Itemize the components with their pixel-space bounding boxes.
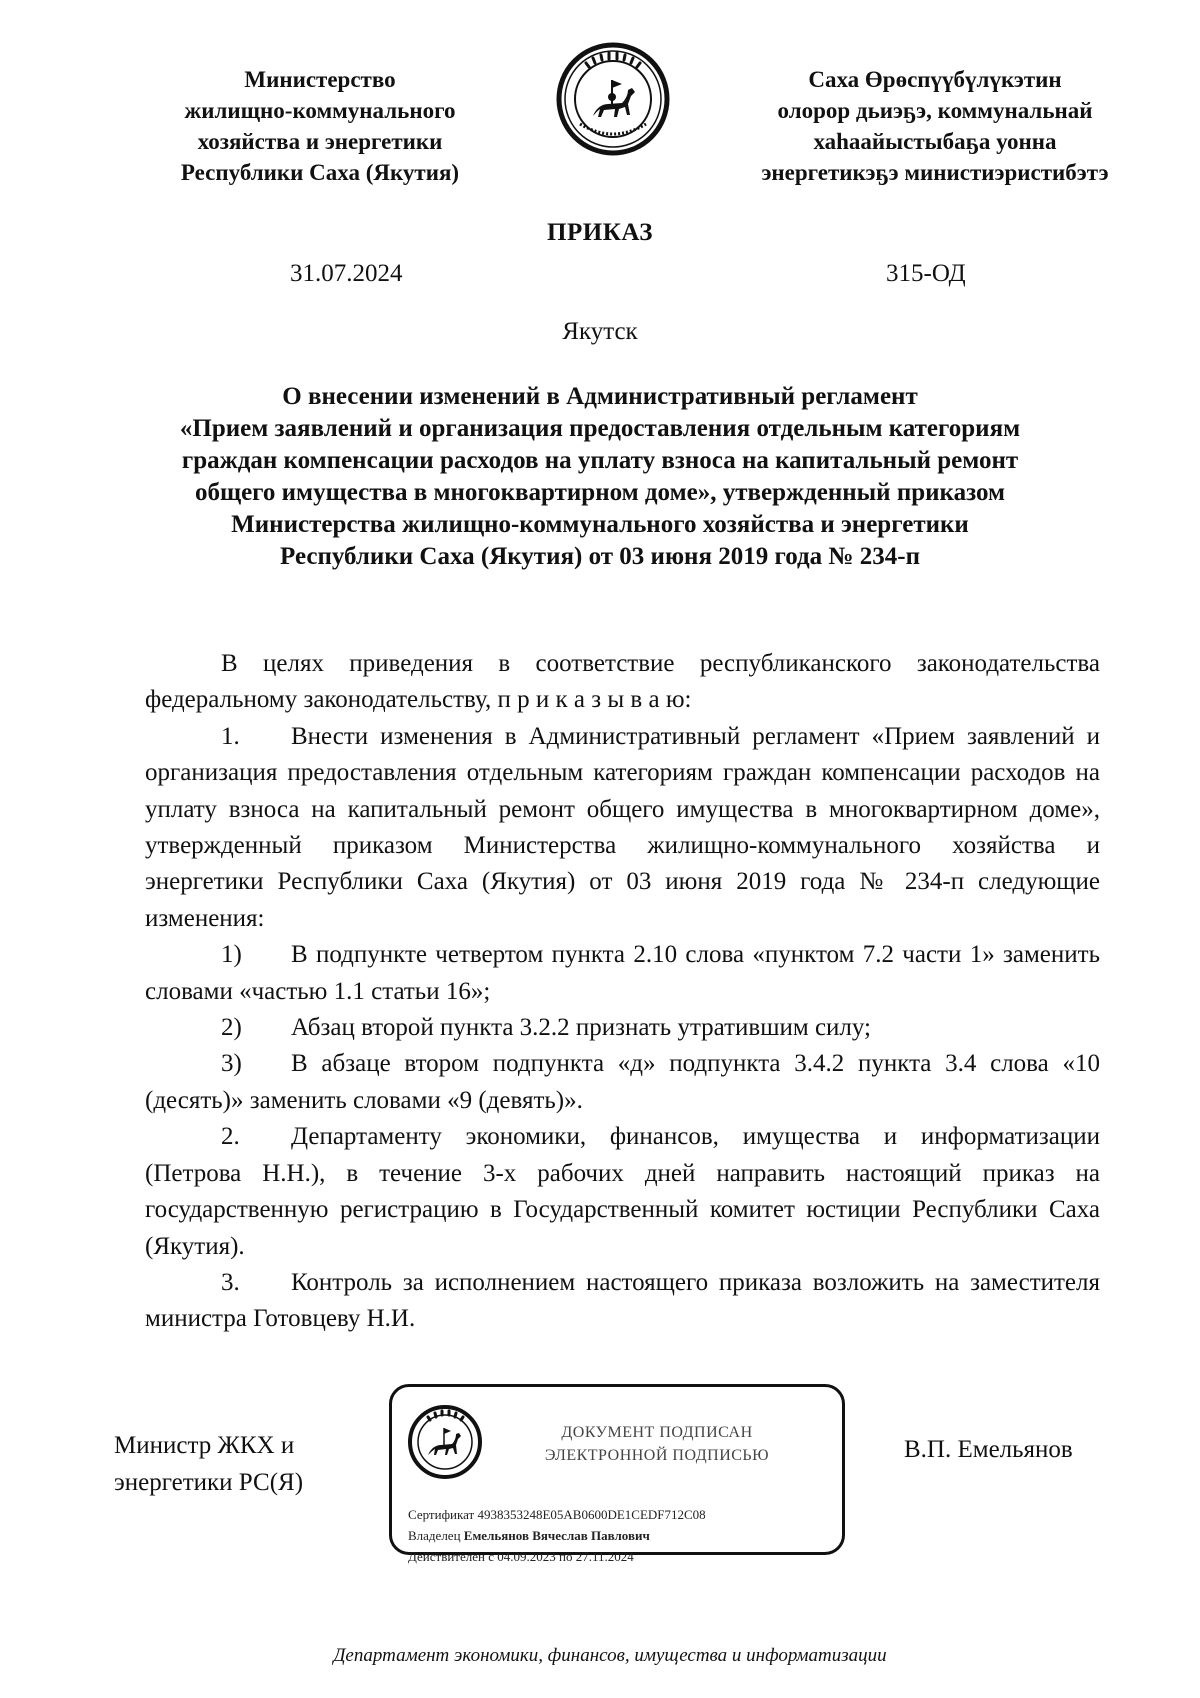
order-subitem-3 xyxy=(145,1046,1100,1119)
document-city: Якутск xyxy=(562,318,638,345)
document-body xyxy=(145,646,1100,1338)
header-left-line: Республики Саха (Якутия) xyxy=(180,160,460,185)
subject-line: «Прием заявлений и организация предоставления отдельным категориям xyxy=(179,415,1021,442)
item-number: 3) xyxy=(221,1050,242,1078)
ministry-name-ru xyxy=(140,64,500,188)
item-text: В подпункте четвертом пункта 2.10 слова «пунктом 7.2 части 1» заменить словами «частью 1.1 статьи 16»; xyxy=(145,941,1100,1005)
stamp-title-line: ЭЛЕКТРОННОЙ ПОДПИСЬЮ xyxy=(544,1447,770,1464)
stamp-owner-row xyxy=(408,1525,706,1546)
item-number: 1. xyxy=(221,722,240,750)
stamp-valid-from: 04.09.2023 xyxy=(497,1549,556,1564)
document-subject xyxy=(130,381,1070,573)
item-number: 3. xyxy=(221,1268,240,1296)
subject-line: общего имущества в многоквартирном доме», утвержденный приказом xyxy=(194,479,1006,506)
document-date: 31.07.2024 xyxy=(290,260,403,287)
header-left-line: жилищно-коммунального xyxy=(184,98,456,123)
signer-position-line: Министр ЖКХ и xyxy=(114,1432,295,1459)
stamp-certificate-row xyxy=(408,1504,706,1525)
order-item-3 xyxy=(145,1265,1100,1338)
electronic-signature-stamp xyxy=(389,1384,845,1564)
header-right-line: хаһаайыстыбаҕа уонна xyxy=(813,129,1057,154)
item-number: 2. xyxy=(221,1123,240,1151)
document-number: 315-ОД xyxy=(886,260,966,287)
header-right-line: олорор дьиэҕэ, коммунальнай xyxy=(777,98,1093,123)
item-text: В абзаце втором подпункта «д» подпункта 3.4.2 пункта 3.4 слова «10 (десять)» заменить словами «9 (девять)». xyxy=(145,1050,1100,1114)
subject-line: О внесении изменений в Административный регламент xyxy=(282,383,918,410)
stamp-owner-value: Емельянов Вячеслав Павлович xyxy=(463,1528,650,1543)
document-title: ПРИКАЗ xyxy=(547,219,653,246)
item-text: Абзац второй пункта 3.2.2 признать утратившим силу; xyxy=(291,1014,872,1042)
stamp-label: Действителен xyxy=(408,1549,485,1564)
subject-line: граждан компенсации расходов на уплату взноса на капитальный ремонт xyxy=(181,447,1019,474)
stamp-label: Сертификат xyxy=(408,1507,475,1522)
item-number: 1) xyxy=(221,941,242,969)
header-right-line: Саха Өрөспүүбүлүкэтин xyxy=(808,67,1062,92)
ministry-name-sakha xyxy=(720,64,1150,188)
order-subitem-1 xyxy=(145,937,1100,1010)
order-item-2 xyxy=(145,1119,1100,1265)
stamp-emblem-icon xyxy=(406,1403,484,1481)
item-text: Контроль за исполнением настоящего приказа возложить на заместителя министра Готовцеву Н.И. xyxy=(145,1268,1100,1333)
subject-line: Республики Саха (Якутия) от 03 июня 2019 года № 234-п xyxy=(280,543,920,570)
signer-name: В.П. Емельянов xyxy=(904,1436,1073,1463)
header-left-line: хозяйства и энергетики xyxy=(197,129,443,154)
stamp-word: по xyxy=(559,1549,573,1564)
footer-department: Департамент экономики, финансов, имущества и информатизации xyxy=(333,1645,887,1666)
stamp-validity-row xyxy=(408,1546,706,1567)
stamp-label: Владелец xyxy=(408,1528,461,1543)
stamp-certificate-value: 4938353248E05AB0600DE1CEDF712C08 xyxy=(477,1507,706,1522)
header-left-line: Министерство xyxy=(244,67,396,92)
stamp-word: с xyxy=(488,1549,494,1564)
intro-paragraph: В целях приведения в соответствие республиканского законодательства федеральному законодательству, п р и к а з ы в а ю: xyxy=(145,650,1100,714)
coat-of-arms-icon xyxy=(556,42,670,156)
signer-position-line: энергетики РС(Я) xyxy=(114,1469,304,1496)
header-right-line: энергетикэҕэ министиэристибэтэ xyxy=(761,160,1109,185)
subject-line: Министерства жилищно-коммунального хозяйства и энергетики xyxy=(231,511,969,538)
signer-position xyxy=(114,1427,303,1501)
stamp-title xyxy=(492,1421,822,1467)
stamp-info xyxy=(408,1504,706,1567)
order-item-1 xyxy=(145,719,1100,937)
stamp-title-line: ДОКУМЕНТ ПОДПИСАН xyxy=(561,1424,753,1441)
item-text: Департаменту экономики, финансов, имущества и информатизации (Петрова Н.Н.), в течение 3-х рабочих дней направить настоящий приказ на государственную регистрацию в Государственный комитет юстиции Республики Саха (Якутия). xyxy=(145,1123,1100,1260)
stamp-valid-to: 27.11.2024 xyxy=(575,1549,634,1564)
item-text: Внести изменения в Административный регламент «Прием заявлений и организация предоставления отдельным категориям граждан компенсации расходов на уплату взноса на капитальный ремонт общего имущества в многоквартирном доме», утвержденный приказом Министерства жилищно-коммунального хозяйства и энергетики Республики Саха (Якутия) от 03 июня 2019 года № 234-п следующие изменения: xyxy=(145,722,1100,932)
order-subitem-2 xyxy=(145,1010,1100,1046)
item-number: 2) xyxy=(221,1014,242,1042)
